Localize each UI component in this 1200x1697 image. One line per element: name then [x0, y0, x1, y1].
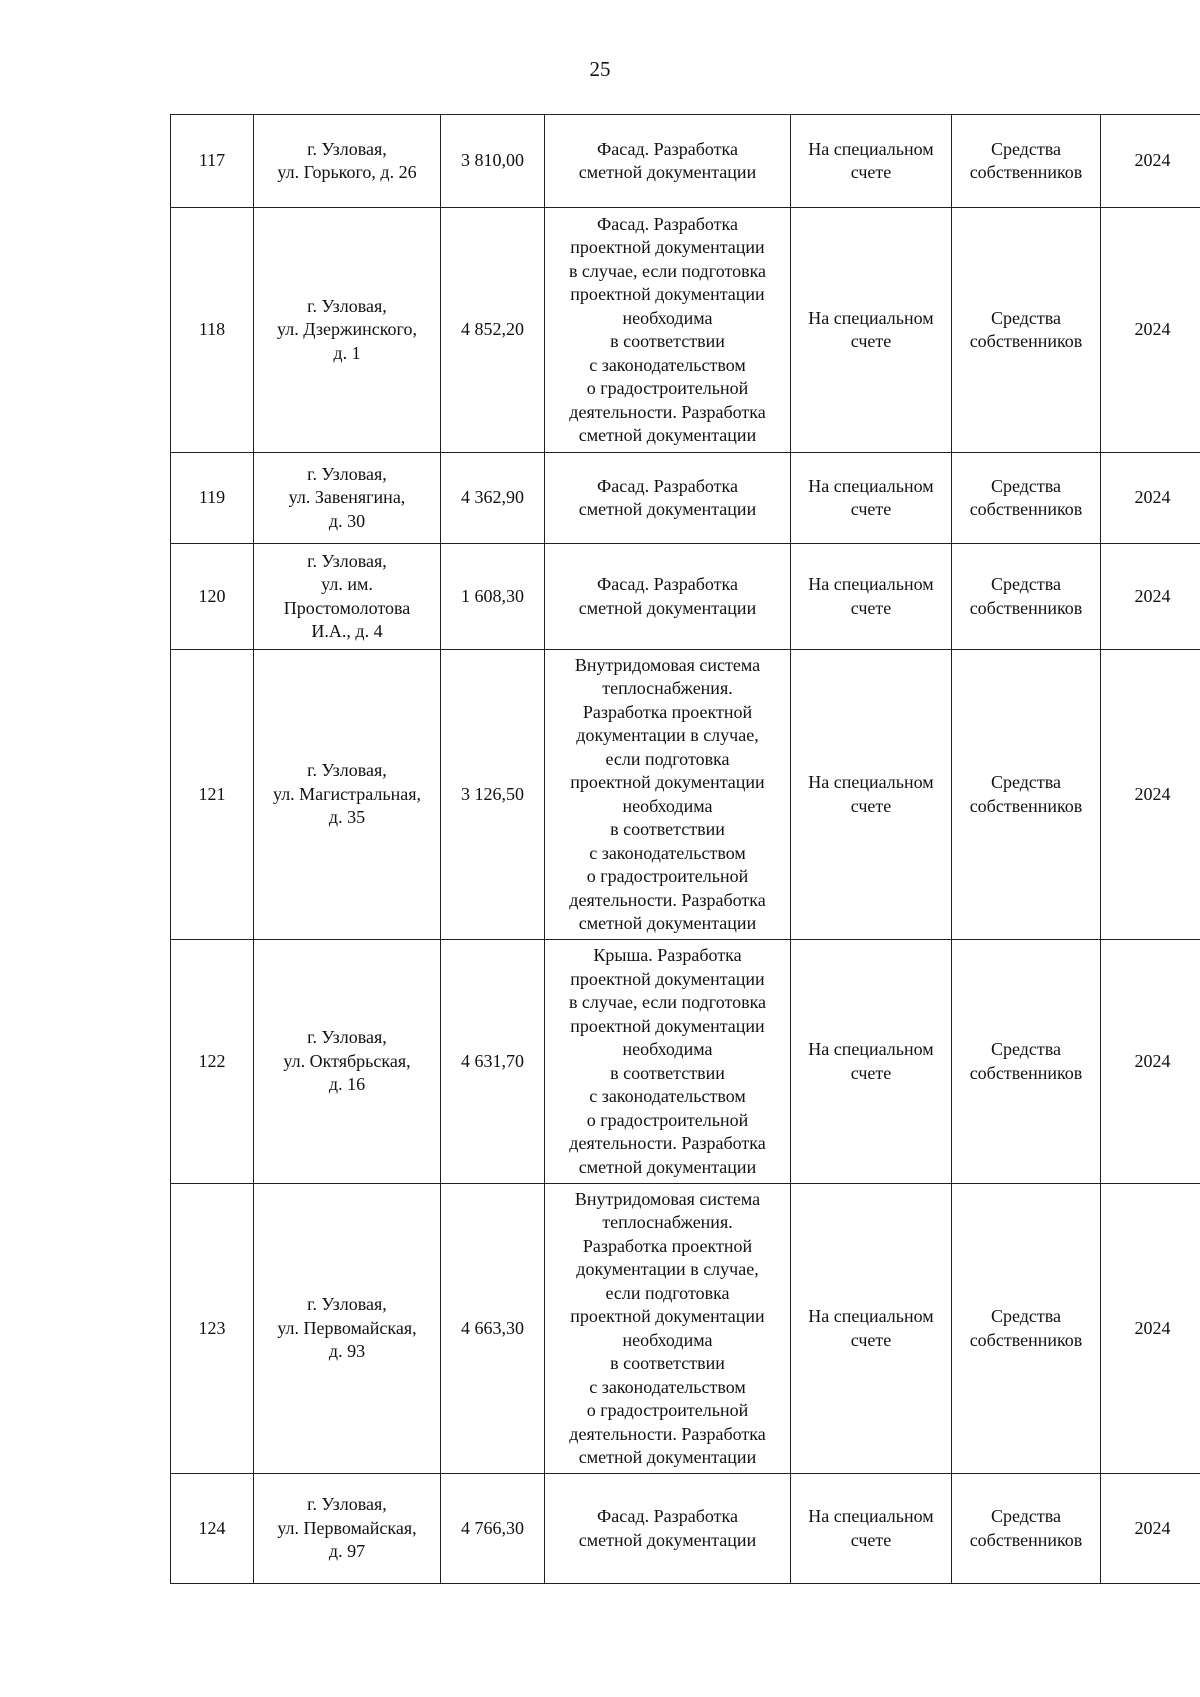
cell-number: [171, 208, 254, 453]
cell-number: [171, 115, 254, 208]
cell-area: [441, 208, 545, 453]
cell-area: [441, 1474, 545, 1584]
cell-fund-account-text: На специальном счете: [808, 1306, 934, 1350]
cell-area-text: 4 852,20: [461, 319, 524, 340]
cell-number: [171, 544, 254, 650]
cell-area-text: 3 810,00: [461, 150, 524, 171]
cell-year-text: 2024: [1134, 1050, 1171, 1071]
cell-area-text: 4 663,30: [461, 1317, 524, 1338]
cell-funding-source-text: Средства собственников: [969, 1506, 1083, 1550]
cell-number-text: 119: [198, 487, 226, 508]
table-row: [171, 208, 1200, 453]
cell-fund-account-text: На специальном счете: [808, 574, 934, 618]
cell-area-text: 4 631,70: [461, 1050, 524, 1071]
cell-funding-source-text: Средства собственников: [969, 1306, 1083, 1350]
cell-year-text: 2024: [1134, 1517, 1171, 1538]
cell-fund-account: [791, 115, 952, 208]
cell-address: [254, 940, 441, 1184]
cell-fund-account: [791, 650, 952, 940]
cell-number-text: 120: [198, 585, 226, 606]
cell-number-text: 124: [198, 1517, 226, 1538]
cell-work-type: [545, 453, 791, 544]
page-number: 25: [589, 57, 611, 81]
cell-number-text: 118: [198, 319, 226, 340]
cell-year: [1101, 544, 1200, 650]
cell-work-type: [545, 544, 791, 650]
cell-funding-source: [952, 650, 1101, 940]
cell-funding-source-text: Средства собственников: [969, 1039, 1083, 1083]
cell-address-text: г. Узловая, ул. Октябрьская, д. 16: [283, 1027, 411, 1095]
cell-fund-account: [791, 1184, 952, 1474]
cell-address-text: г. Узловая, ул. Магистральная, д. 35: [272, 760, 422, 828]
cell-funding-source-text: Средства собственников: [969, 475, 1083, 519]
cell-year-text: 2024: [1134, 585, 1171, 606]
cell-number-text: 123: [198, 1317, 226, 1338]
table-row: [171, 1474, 1200, 1584]
cell-area: [441, 115, 545, 208]
cell-number: [171, 1474, 254, 1584]
cell-funding-source: [952, 115, 1101, 208]
table-row: [171, 1184, 1200, 1474]
table-row: [171, 453, 1200, 544]
cell-area: [441, 940, 545, 1184]
cell-funding-source: [952, 208, 1101, 453]
cell-year: [1101, 650, 1200, 940]
cell-work-type-text: Фасад. Разработка сметной документации: [578, 1506, 757, 1550]
cell-work-type-text: Фасад. Разработка сметной документации: [578, 475, 757, 519]
cell-number: [171, 940, 254, 1184]
cell-year-text: 2024: [1134, 319, 1171, 340]
cell-fund-account: [791, 544, 952, 650]
cell-funding-source: [952, 544, 1101, 650]
cell-address: [254, 208, 441, 453]
cell-address: [254, 544, 441, 650]
table-row: [171, 940, 1200, 1184]
cell-fund-account-text: На специальном счете: [808, 307, 934, 351]
cell-work-type-text: Фасад. Разработка сметной документации: [578, 138, 757, 182]
cell-address-text: г. Узловая, ул. им. Простомолотова И.А., д. 4: [283, 550, 411, 641]
cell-fund-account: [791, 208, 952, 453]
cell-number-text: 121: [198, 783, 226, 804]
table-row: [171, 115, 1200, 208]
cell-year: [1101, 940, 1200, 1184]
cell-funding-source: [952, 1184, 1101, 1474]
cell-funding-source-text: Средства собственников: [969, 138, 1083, 182]
cell-work-type: [545, 650, 791, 940]
cell-funding-source: [952, 453, 1101, 544]
cell-work-type: [545, 1474, 791, 1584]
cell-fund-account-text: На специальном счете: [808, 1039, 934, 1083]
cell-fund-account-text: На специальном счете: [808, 138, 934, 182]
cell-work-type-text: Фасад. Разработка проектной документации в случае, если подготовка проектной документации необходима в соответствии с законодательством о градостроительной деятельности. Разработка сметной документации: [568, 213, 767, 445]
cell-funding-source-text: Средства собственников: [969, 307, 1083, 351]
cell-area: [441, 650, 545, 940]
cell-address: [254, 1184, 441, 1474]
cell-funding-source-text: Средства собственников: [969, 574, 1083, 618]
cell-fund-account: [791, 453, 952, 544]
cell-area: [441, 453, 545, 544]
cell-address-text: г. Узловая, ул. Горького, д. 26: [277, 138, 417, 182]
cell-year-text: 2024: [1134, 1317, 1171, 1338]
table-row: [171, 650, 1200, 940]
cell-year: [1101, 115, 1200, 208]
cell-area-text: 4 362,90: [461, 487, 524, 508]
cell-address-text: г. Узловая, ул. Завенягина, д. 30: [288, 463, 406, 531]
cell-number: [171, 650, 254, 940]
cell-fund-account: [791, 1474, 952, 1584]
cell-work-type-text: Фасад. Разработка сметной документации: [578, 574, 757, 618]
cell-work-type-text: Внутридомовая система теплоснабжения. Разработка проектной документации в случае, если подготовка проектной документации необходима в соответствии с законодательством о градостроительной деятельности. Разработка сметной документации: [569, 654, 766, 933]
cell-address-text: г. Узловая, ул. Дзержинского, д. 1: [277, 295, 417, 363]
cell-area: [441, 544, 545, 650]
cell-work-type: [545, 940, 791, 1184]
cell-funding-source: [952, 940, 1101, 1184]
cell-work-type-text: Внутридомовая система теплоснабжения. Разработка проектной документации в случае, если подготовка проектной документации необходима в соответствии с законодательством о градостроительной деятельности. Разработка сметной документации: [569, 1188, 766, 1467]
cell-fund-account-text: На специальном счете: [808, 772, 934, 816]
cell-area-text: 1 608,30: [461, 585, 524, 606]
cell-address: [254, 1474, 441, 1584]
cell-work-type: [545, 208, 791, 453]
cell-number-text: 117: [198, 150, 226, 171]
cell-number: [171, 1184, 254, 1474]
cell-number-text: 122: [198, 1050, 226, 1071]
cell-address: [254, 650, 441, 940]
table-row: [171, 544, 1200, 650]
cell-address-text: г. Узловая, ул. Первомайская, д. 97: [277, 1494, 417, 1562]
cell-work-type: [545, 1184, 791, 1474]
cell-funding-source: [952, 1474, 1101, 1584]
cell-year-text: 2024: [1134, 783, 1171, 804]
cell-work-type-text: Крыша. Разработка проектной документации в случае, если подготовка проектной документации необходима в соответствии с законодательством о градостроительной деятельности. Разработка сметной документации: [568, 945, 767, 1177]
cell-year: [1101, 1184, 1200, 1474]
cell-year: [1101, 1474, 1200, 1584]
cell-year: [1101, 453, 1200, 544]
cell-address-text: г. Узловая, ул. Первомайская, д. 93: [277, 1294, 417, 1362]
cell-number: [171, 453, 254, 544]
cell-work-type: [545, 115, 791, 208]
cell-year: [1101, 208, 1200, 453]
cell-area: [441, 1184, 545, 1474]
cell-address: [254, 453, 441, 544]
cell-year-text: 2024: [1134, 150, 1171, 171]
cell-year-text: 2024: [1134, 487, 1171, 508]
cell-fund-account-text: На специальном счете: [808, 1506, 934, 1550]
cell-fund-account: [791, 940, 952, 1184]
repair-program-table: [170, 114, 1200, 1584]
cell-address: [254, 115, 441, 208]
cell-fund-account-text: На специальном счете: [808, 475, 934, 519]
cell-area-text: 4 766,30: [461, 1517, 524, 1538]
cell-funding-source-text: Средства собственников: [969, 772, 1083, 816]
cell-area-text: 3 126,50: [461, 783, 524, 804]
